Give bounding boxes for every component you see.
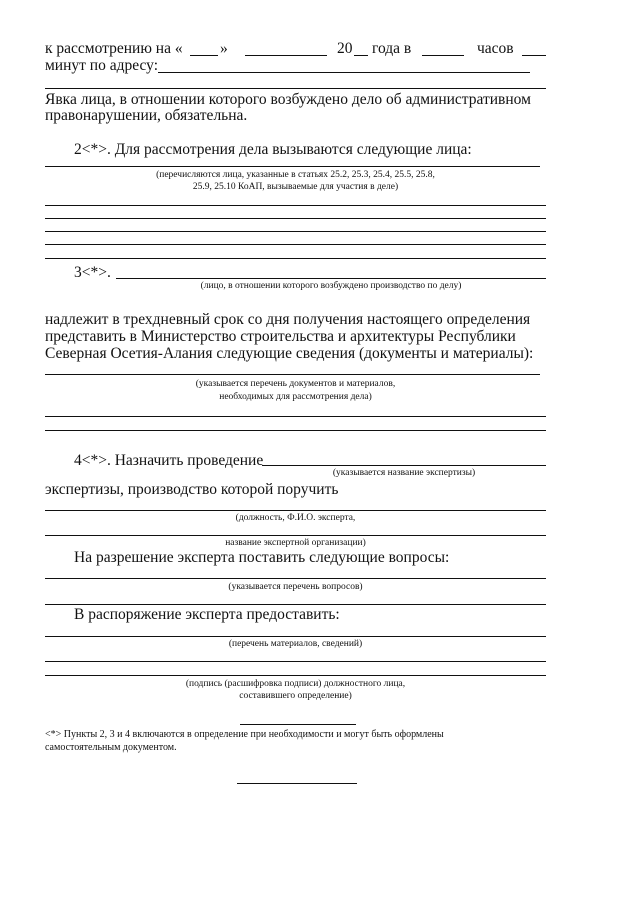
hearing-line-2: минут по адресу:	[45, 57, 159, 74]
item2-line-4	[45, 244, 546, 245]
materials-blank	[45, 636, 546, 637]
hearing-text-d: года в	[372, 40, 412, 57]
signature-hint-1: (подпись (расшифровка подписи) должностного лица,	[185, 679, 406, 689]
hearing-line-1	[45, 40, 183, 57]
year-blank	[354, 55, 368, 56]
documents-line-1	[45, 416, 546, 417]
item2-blank	[45, 166, 540, 167]
minute-blank	[522, 55, 546, 56]
address-blank	[158, 72, 530, 73]
questions-blank	[45, 578, 546, 579]
year-prefix: 20	[337, 40, 353, 57]
footnote-separator	[240, 724, 356, 725]
item2-line-1	[45, 205, 546, 206]
materials-line-2	[45, 661, 546, 662]
deadline-line-2: представить в Министерство строительства и архитектуры Республики	[45, 328, 516, 345]
item3-blank	[116, 278, 546, 279]
expertise-hint: (указывается название экспертизы)	[332, 468, 476, 478]
documents-hint-1: (указывается перечень документов и материалов,	[195, 379, 396, 389]
documents-hint-2: необходимых для рассмотрения дела)	[219, 392, 372, 402]
expert-hint: (должность, Ф.И.О. эксперта,	[235, 513, 356, 523]
appearance-line-2: правонарушении, обязательна.	[45, 107, 248, 124]
item2-line-2	[45, 218, 546, 219]
bottom-separator	[237, 783, 357, 784]
deadline-line-1: надлежит в трехдневный срок со дня получения настоящего определения	[45, 311, 531, 328]
item3-text: 3<*>.	[74, 264, 111, 281]
item2-hint-1: (перечисляются лица, указанные в статьях 25.2, 25.3, 25.4, 25.5, 25.8,	[156, 170, 435, 180]
questions-line-2	[45, 604, 546, 605]
day-blank	[190, 55, 218, 56]
month-blank	[245, 55, 327, 56]
materials-text: В распоряжение эксперта предоставить:	[74, 606, 340, 623]
item2-line-3	[45, 231, 546, 232]
item2-hint-2: 25.9, 25.10 КоАП, вызываемые для участия в деле)	[192, 182, 399, 192]
documents-blank	[45, 374, 540, 375]
org-blank	[45, 535, 546, 536]
hour-blank	[422, 55, 464, 56]
hearing-text-e: часов	[477, 40, 514, 57]
documents-line-2	[45, 430, 546, 431]
item2-text: 2<*>. Для рассмотрения дела вызываются следующие лица:	[74, 141, 472, 158]
questions-text: На разрешение эксперта поставить следующие вопросы:	[74, 549, 450, 566]
expertise-blank	[262, 465, 546, 466]
item4-line-2: экспертизы, производство которой поручить	[45, 481, 339, 498]
address-blank-2	[45, 88, 546, 89]
deadline-line-3: Северная Осетия-Алания следующие сведения (документы и материалы):	[45, 345, 534, 362]
expert-blank	[45, 510, 546, 511]
item4-text: 4<*>. Назначить проведение	[74, 452, 264, 469]
footnote-line-2: самостоятельным документом.	[45, 742, 177, 753]
questions-hint: (указывается перечень вопросов)	[228, 582, 363, 592]
hearing-text-b: »	[220, 40, 228, 57]
hearing-text-a: к рассмотрению на «	[45, 40, 183, 57]
item3-hint: (лицо, в отношении которого возбуждено производство по делу)	[200, 281, 462, 291]
materials-hint: (перечень материалов, сведений)	[228, 639, 363, 649]
signature-line	[45, 675, 546, 676]
signature-hint-2: составившего определение)	[239, 691, 352, 701]
item2-line-5	[45, 258, 546, 259]
footnote-line-1: <*> Пункты 2, 3 и 4 включаются в определение при необходимости и могут быть оформлены	[45, 729, 444, 740]
org-hint: название экспертной организации)	[225, 538, 366, 548]
appearance-line-1: Явка лица, в отношении которого возбуждено дело об административном	[45, 91, 531, 108]
